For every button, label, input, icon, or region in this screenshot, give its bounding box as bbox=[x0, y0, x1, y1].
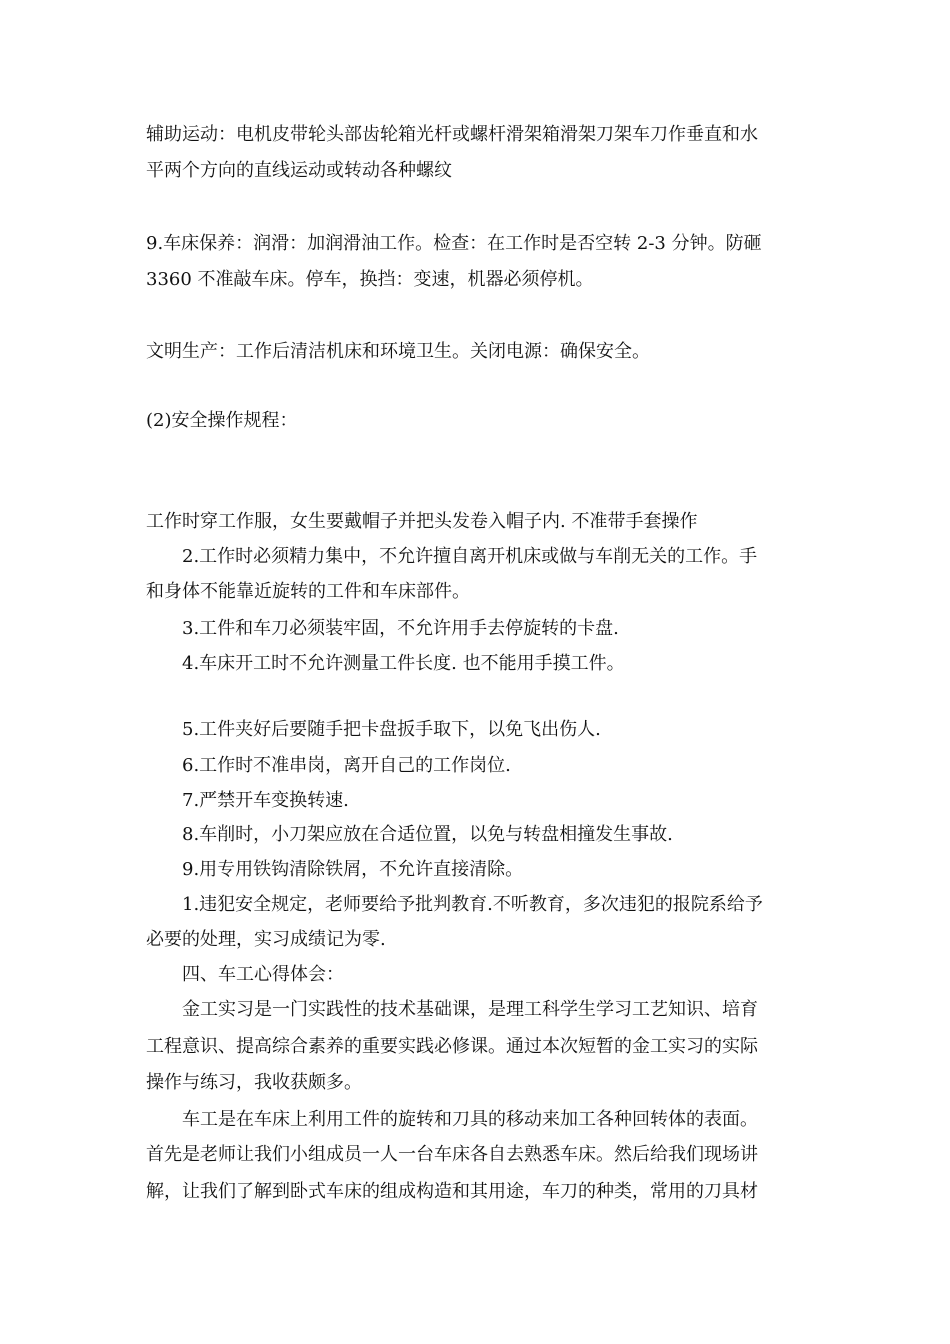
paragraph-line: 必要的处理，实习成绩记为零. bbox=[146, 929, 386, 950]
paragraph-line: 3360 不准敲车床。停车，换挡：变速，机器必须停机。 bbox=[146, 269, 594, 290]
paragraph-line: 9.用专用铁钩清除铁屑，不允许直接清除。 bbox=[182, 859, 524, 880]
paragraph-line: 7.严禁开车变换转速. bbox=[182, 790, 349, 811]
paragraph-line: 车工是在车床上利用工件的旋转和刀具的移动来加工各种回转体的表面。 bbox=[182, 1109, 758, 1130]
paragraph-line: 工作时穿工作服，女生要戴帽子并把头发卷入帽子内. 不准带手套操作 bbox=[146, 511, 698, 532]
paragraph-line: 首先是老师让我们小组成员一人一台车床各自去熟悉车床。然后给我们现场讲 bbox=[146, 1144, 758, 1165]
paragraph-line: 辅助运动：电机皮带轮头部齿轮箱光杆或螺杆滑架箱滑架刀架车刀作垂直和水 bbox=[146, 124, 758, 145]
paragraph-line: 金工实习是一门实践性的技术基础课，是理工科学生学习工艺知识、培育 bbox=[182, 999, 758, 1020]
paragraph-line: 2.工作时必须精力集中，不允许擅自离开机床或做与车削无关的工作。手 bbox=[182, 546, 758, 567]
section-heading: (2)安全操作规程： bbox=[146, 410, 298, 431]
paragraph-line: 9.车床保养：润滑：加润滑油工作。检查：在工作时是否空转 2-3 分钟。防砸 bbox=[146, 233, 762, 254]
paragraph-line: 操作与练习，我收获颇多。 bbox=[146, 1072, 362, 1093]
paragraph-line: 和身体不能靠近旋转的工件和车床部件。 bbox=[146, 581, 470, 602]
paragraph-line: 平两个方向的直线运动或转动各种螺纹 bbox=[146, 160, 452, 181]
paragraph-line: 工程意识、提高综合素养的重要实践必修课。通过本次短暂的金工实习的实际 bbox=[146, 1036, 758, 1057]
paragraph-line: 8.车削时，小刀架应放在合适位置，以免与转盘相撞发生事故. bbox=[182, 824, 673, 845]
section-heading: 四、车工心得体会： bbox=[182, 964, 344, 985]
paragraph-line: 解，让我们了解到卧式车床的组成构造和其用途，车刀的种类，常用的刀具材 bbox=[146, 1181, 758, 1202]
paragraph-line: 文明生产：工作后清洁机床和环境卫生。关闭电源：确保安全。 bbox=[146, 341, 650, 362]
paragraph-line: 3.工件和车刀必须装牢固，不允许用手去停旋转的卡盘. bbox=[182, 618, 619, 639]
paragraph-line: 6.工作时不准串岗，离开自己的工作岗位. bbox=[182, 755, 511, 776]
paragraph-line: 4.车床开工时不允许测量工件长度. 也不能用手摸工件。 bbox=[182, 653, 625, 674]
paragraph-line: 5.工件夹好后要随手把卡盘扳手取下，以免飞出伤人. bbox=[182, 719, 601, 740]
paragraph-line: 1.违犯安全规定，老师要给予批判教育.不听教育，多次违犯的报院系给予 bbox=[182, 894, 763, 915]
